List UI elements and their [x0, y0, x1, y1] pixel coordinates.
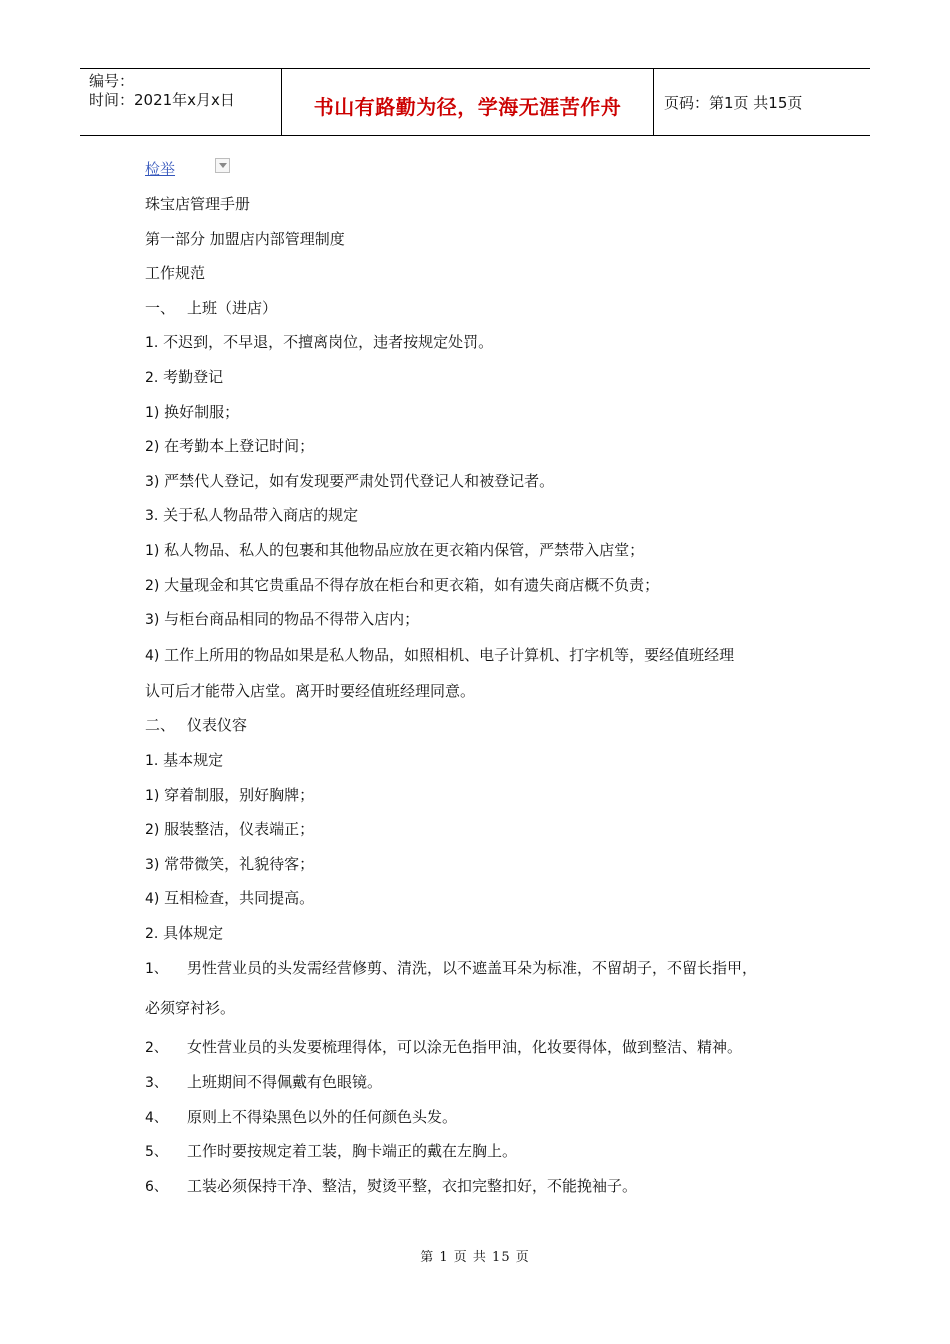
- code-label: 编号：: [89, 72, 135, 90]
- list-item: [145, 325, 815, 360]
- section-two-heading: [145, 708, 815, 743]
- chevron-down-icon[interactable]: [215, 158, 230, 173]
- item-number: 1.: [145, 752, 159, 769]
- item-number: 3): [145, 856, 160, 873]
- item-number: 2): [145, 577, 160, 594]
- item-text: 原则上不得染黑色以外的任何颜色头发。: [187, 1107, 458, 1126]
- list-item: [145, 602, 815, 637]
- item-text: 男性营业员的头发需经营修剪、清洗，以不遮盖耳朵为标准，不留胡子，不留长指甲，: [187, 959, 758, 978]
- item-text: 工作上所用的物品如果是私人物品，如照相机、电子计算机、打字机等，要经值班经理: [164, 645, 735, 664]
- list-item: [145, 778, 815, 813]
- list-item: [145, 429, 815, 464]
- item-text: 穿着制服，别好胸牌；: [164, 785, 315, 804]
- item-text: 考勤登记: [163, 367, 224, 386]
- item-number: 2、: [145, 1040, 168, 1057]
- item-number: 1): [145, 404, 160, 421]
- list-item: [145, 916, 815, 951]
- list-item-continuation: 必须穿衬衫。: [145, 999, 236, 1018]
- list-item: [145, 498, 815, 533]
- list-item: [145, 812, 815, 847]
- item-number: 3、: [145, 1075, 168, 1092]
- item-text: 不迟到，不早退，不擅离岗位，违者按规定处罚。: [163, 333, 494, 352]
- header-meta: [80, 69, 282, 135]
- report-row: [145, 158, 175, 180]
- item-text: 大量现金和其它贵重品不得存放在柜台和更衣箱，如有遗失商店概不负责；: [164, 575, 660, 594]
- item-text: 严禁代人登记，如有发现要严肃处罚代登记人和被登记者。: [164, 471, 555, 490]
- list-item: [145, 743, 815, 778]
- document-header: [80, 68, 870, 136]
- section-marker: 二、: [145, 716, 176, 735]
- item-number: 5、: [145, 1144, 168, 1161]
- section-marker: 一、: [145, 298, 176, 317]
- list-item: [145, 464, 815, 499]
- list-item: [145, 881, 815, 916]
- item-number: 2): [145, 439, 160, 456]
- page-footer: 第 1 页 共 15 页: [420, 1250, 530, 1265]
- list-item: [145, 1030, 815, 1065]
- item-number: 3.: [145, 508, 159, 525]
- section-one-heading: [145, 291, 815, 326]
- list-item: [145, 847, 815, 882]
- list-item: [145, 950, 815, 987]
- item-number: 4): [145, 891, 160, 908]
- item-number: 2): [145, 822, 160, 839]
- item-text: 互相检查，共同提高。: [164, 889, 315, 908]
- item-number: 4): [145, 647, 160, 664]
- item-number: 3): [145, 612, 160, 629]
- item-text: 关于私人物品带入商店的规定: [163, 506, 359, 525]
- date-label: 时间：2021年x月x日: [89, 91, 235, 109]
- header-motto-cell: [282, 69, 654, 135]
- list-item: [145, 637, 815, 674]
- list-item: [145, 1134, 815, 1169]
- item-number: 6、: [145, 1178, 168, 1195]
- item-text: 基本规定: [163, 750, 224, 769]
- section-title: 上班（进店）: [187, 298, 278, 317]
- list-item: [145, 1065, 815, 1100]
- item-text: 与柜台商品相同的物品不得带入店内；: [164, 610, 420, 629]
- item-number: 4、: [145, 1109, 168, 1126]
- list-item: [145, 533, 815, 568]
- item-text: 服装整洁，仪表端正；: [164, 820, 315, 839]
- item-number: 2.: [145, 925, 159, 942]
- section-title: 仪表仪容: [187, 716, 248, 735]
- header-page-info: 页码：第1页 共15页: [664, 93, 803, 112]
- document-body: [145, 187, 815, 1203]
- item-text: 工装必须保持干净、整洁，熨烫平整，衣扣完整扣好，不能挽袖子。: [187, 1176, 638, 1195]
- item-number: 2.: [145, 369, 159, 386]
- item-text: 工作时要按规定着工装，胸卡端正的戴在左胸上。: [187, 1142, 518, 1161]
- list-item-continuation: 认可后才能带入店堂。离开时要经值班经理同意。: [145, 681, 476, 700]
- item-text: 女性营业员的头发要梳理得体，可以涂无色指甲油，化妆要得体，做到整洁、精神。: [187, 1038, 743, 1057]
- item-number: 1.: [145, 335, 159, 352]
- item-number: 1、: [145, 961, 168, 978]
- list-item: [145, 568, 815, 603]
- part-heading: 第一部分 加盟店内部管理制度: [145, 229, 345, 248]
- item-text: 具体规定: [163, 923, 224, 942]
- section-heading: 工作规范: [145, 264, 206, 283]
- list-item: [145, 1100, 815, 1135]
- item-number: 3): [145, 473, 160, 490]
- report-link[interactable]: 检举: [145, 160, 176, 178]
- item-number: 1): [145, 787, 160, 804]
- item-text: 换好制服；: [164, 402, 240, 421]
- list-item: [145, 360, 815, 395]
- motto-text: 书山有路勤为径，学海无涯苦作舟: [313, 94, 622, 119]
- list-item: [145, 395, 815, 430]
- item-text: 常带微笑，礼貌待客；: [164, 854, 315, 873]
- item-text: 私人物品、私人的包裹和其他物品应放在更衣箱内保管，严禁带入店堂；: [164, 540, 645, 559]
- item-text: 在考勤本上登记时间；: [164, 437, 315, 456]
- doc-title: 珠宝店管理手册: [145, 195, 251, 213]
- list-item: [145, 1169, 815, 1204]
- item-number: 1): [145, 542, 160, 559]
- item-text: 上班期间不得佩戴有色眼镜。: [187, 1073, 383, 1092]
